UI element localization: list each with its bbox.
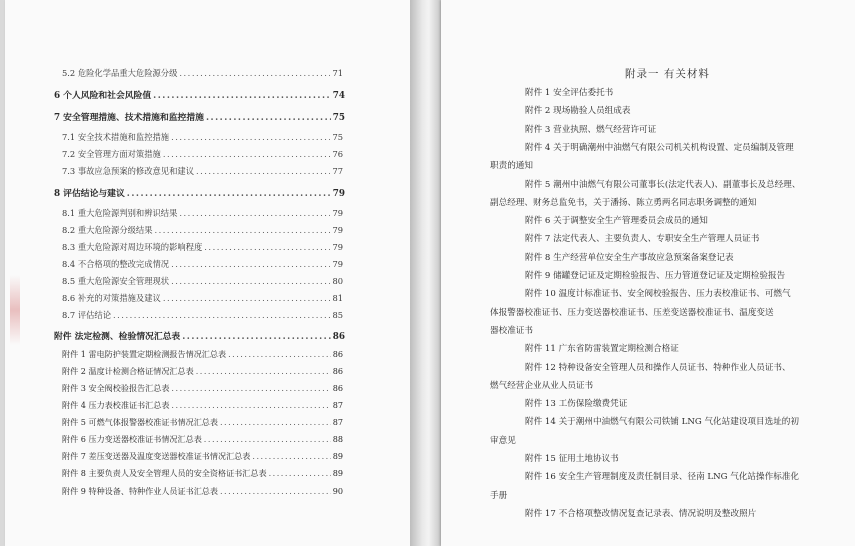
appendix-line: 附件 3 营业执照、燃气经营许可证	[525, 125, 657, 135]
toc-entry	[62, 292, 343, 304]
toc-entry-page: 79	[332, 259, 343, 269]
toc-entry-page: 75	[332, 113, 345, 123]
toc-entry	[62, 417, 343, 428]
toc-entry-page: 79	[332, 189, 345, 199]
toc-entry	[54, 88, 345, 101]
toc-leader-dots	[171, 383, 330, 393]
toc-entry-page: 76	[332, 149, 343, 159]
toc-entry-page: 86	[332, 349, 343, 359]
toc-entry-page: 88	[332, 434, 343, 444]
toc-entry-page: 86	[332, 366, 343, 376]
toc-entry	[62, 383, 343, 394]
toc-entry-page: 75	[332, 132, 343, 142]
toc-leader-dots	[127, 189, 331, 199]
toc-entry-page: 77	[332, 166, 343, 176]
toc-entry-label: 8.1 重大危险源判别和辨识结果	[62, 208, 178, 218]
appendix-line: 附件 16 安全生产管理制度及责任制目录、径南 LNG 气化站操作标准化	[525, 472, 799, 482]
toc-leader-dots	[163, 293, 331, 303]
toc-leader-dots	[204, 242, 330, 252]
toc-entry-label: 附件 8 主要负责人及安全管理人员的安全资格证书汇总表	[62, 468, 267, 478]
appendix-line: 附件 13 工伤保险缴费凭证	[525, 399, 628, 409]
toc-entry-page: 89	[332, 468, 343, 478]
toc-entry	[54, 329, 345, 342]
toc-entry-page: 87	[332, 417, 343, 427]
toc-leader-dots	[179, 68, 330, 78]
appendix-line: 审意见	[490, 436, 516, 446]
toc-entry-page: 89	[332, 451, 343, 461]
appendix-title: 附录一 有关材料	[625, 68, 710, 80]
toc-entry	[62, 67, 343, 79]
toc-entry-label: 附件 2 温度计检测合格证情况汇总表	[62, 366, 194, 376]
toc-entry	[62, 148, 343, 160]
appendix-line: 附件 7 法定代表人、主要负责人、专职安全生产管理人员证书	[525, 234, 760, 244]
toc-entry-label: 8 评估结论与建议	[54, 189, 125, 199]
toc-leader-dots	[206, 113, 331, 123]
toc-entry-label: 8.6 补充的对策措施及建议	[62, 293, 161, 303]
appendix-line: 手册	[490, 491, 508, 501]
toc-entry	[62, 309, 343, 321]
toc-leader-dots	[155, 225, 331, 235]
appendix-line: 附件 14 关于潮州中油燃气有限公司铁铺 LNG 气化站建设项目选址的初	[525, 417, 799, 427]
toc-leader-dots	[196, 366, 331, 376]
toc-entry	[62, 165, 343, 177]
appendix-line: 附件 11 广东省防雷装置定期检测合格证	[525, 344, 679, 354]
toc-leader-dots	[171, 400, 330, 410]
toc-leader-dots	[171, 132, 330, 142]
toc-entry-label: 7.1 安全技术措施和监控措施	[62, 132, 170, 142]
appendix-line: 附件 10 温度计标准证书、安全阀校验报告、压力表校准证书、可燃气	[525, 289, 791, 299]
toc-entry-page: 79	[332, 208, 343, 218]
toc-entry-label: 5.2 危险化学品重大危险源分级	[62, 68, 178, 78]
toc-entry-label: 7.3 事故应急预案的修改意见和建议	[62, 166, 194, 176]
toc-entry	[62, 486, 343, 497]
toc-entry-page: 74	[332, 91, 345, 101]
toc-entry-label: 附件 6 压力变送器校准证书情况汇总表	[62, 434, 202, 444]
toc-entry	[62, 131, 343, 143]
toc-entry-label: 附件 5 可燃气体报警器校准证书情况汇总表	[62, 417, 218, 427]
toc-entry-label: 8.2 重大危险源分级结果	[62, 225, 153, 235]
toc-entry	[62, 207, 343, 219]
toc-leader-dots	[182, 332, 331, 342]
toc-entry	[62, 468, 343, 479]
toc-entry-label: 附件 1 雷电防护装置定期检测报告情况汇总表	[62, 349, 227, 359]
toc-entry	[62, 258, 343, 270]
toc-entry-label: 8.7 评估结论	[62, 310, 112, 320]
appendix-line: 附件 15 征用土地协议书	[525, 454, 619, 464]
appendix-line: 附件 4 关于明确潮州中油燃气有限公司机关机构设置、定员编制及管理	[525, 143, 794, 153]
toc-leader-dots	[204, 434, 331, 444]
toc-entry-label: 附件 9 特种设备、特种作业人员证书汇总表	[62, 486, 218, 496]
toc-entry-label: 8.4 不合格项的整改完成情况	[62, 259, 170, 269]
toc-entry	[54, 186, 345, 199]
toc-leader-dots	[171, 276, 330, 286]
appendix-line: 附件 9 储罐登记证及定期检验报告、压力管道登记证及定期检验报告	[525, 271, 786, 281]
toc-entry-label: 8.5 重大危险源安全管理现状	[62, 276, 170, 286]
toc-entry-label: 附件 法定检测、检验情况汇总表	[54, 332, 181, 342]
appendix-line: 附件 2 现场勘验人员组成表	[525, 106, 631, 116]
toc-entry	[62, 275, 343, 287]
toc-entry-label: 8.3 重大危险源对周边环境的影响程度	[62, 242, 203, 252]
toc-entry-page: 86	[332, 332, 345, 342]
table-of-contents	[0, 0, 405, 546]
toc-entry-label: 6 个人风险和社会风险值	[54, 91, 152, 101]
toc-entry-label: 附件 7 差压变送器及温度变送器校准证书情况汇总表	[62, 451, 251, 461]
toc-entry-page: 81	[332, 293, 343, 303]
toc-entry	[62, 400, 343, 411]
toc-entry	[54, 110, 345, 123]
toc-entry-label: 7.2 安全管理方面对策措施	[62, 149, 161, 159]
toc-leader-dots	[220, 417, 331, 427]
toc-leader-dots	[153, 91, 331, 101]
toc-entry-page: 79	[332, 242, 343, 252]
toc-entry-page: 86	[332, 383, 343, 393]
toc-entry-page: 85	[332, 310, 343, 320]
toc-entry	[62, 366, 343, 377]
appendix-line: 体报警器校准证书、压力变送器校准证书、压差变送器校准证书、温度变送	[490, 308, 774, 318]
toc-entry	[62, 451, 343, 462]
toc-leader-dots	[252, 451, 330, 461]
toc-leader-dots	[179, 208, 330, 218]
toc-entry-page: 90	[332, 486, 343, 496]
toc-entry	[62, 349, 343, 360]
toc-leader-dots	[269, 468, 331, 478]
appendix-line: 附件 5 潮州中油燃气有限公司董事长(法定代表人)、副董事长及总经理、	[525, 180, 801, 190]
toc-leader-dots	[228, 349, 331, 359]
toc-entry-label: 7 安全管理措施、技术措施和监控措施	[54, 113, 204, 123]
appendix-line: 附件 12 特种设备安全管理人员和操作人员证书、特种作业人员证书、	[525, 363, 791, 373]
appendix-line: 燃气经营企业从业人员证书	[490, 381, 594, 391]
toc-entry-page: 87	[332, 400, 343, 410]
toc-entry	[62, 224, 343, 236]
toc-leader-dots	[163, 149, 331, 159]
book-gutter	[410, 0, 441, 546]
appendix-line: 附件 8 生产经营单位安全生产事故应急预案备案登记表	[525, 253, 734, 263]
appendix-line: 器校准证书	[490, 326, 533, 336]
toc-entry-page: 71	[332, 68, 343, 78]
appendix-line: 职责的通知	[490, 161, 533, 171]
appendix-line: 附件 6 关于调整安全生产管理委员会成员的通知	[525, 216, 708, 226]
toc-entry	[62, 434, 343, 445]
appendix-line: 附件 1 安全评估委托书	[525, 88, 614, 98]
appendix-line: 附件 17 不合格项整改情况复查记录表、情况说明及整改照片	[525, 509, 757, 519]
toc-leader-dots	[220, 486, 331, 496]
toc-leader-dots	[113, 310, 330, 320]
appendix-line: 副总经理、财务总监免书，关于潘扬、陈立勇两名同志职务调整的通知	[490, 198, 757, 208]
toc-entry-label: 附件 3 安全阀校验报告汇总表	[62, 383, 170, 393]
toc-entry-page: 80	[332, 276, 343, 286]
toc-entry-label: 附件 4 压力表校准证书汇总表	[62, 400, 170, 410]
toc-leader-dots	[171, 259, 330, 269]
toc-leader-dots	[196, 166, 330, 176]
toc-entry	[62, 241, 343, 253]
toc-entry-page: 79	[332, 225, 343, 235]
